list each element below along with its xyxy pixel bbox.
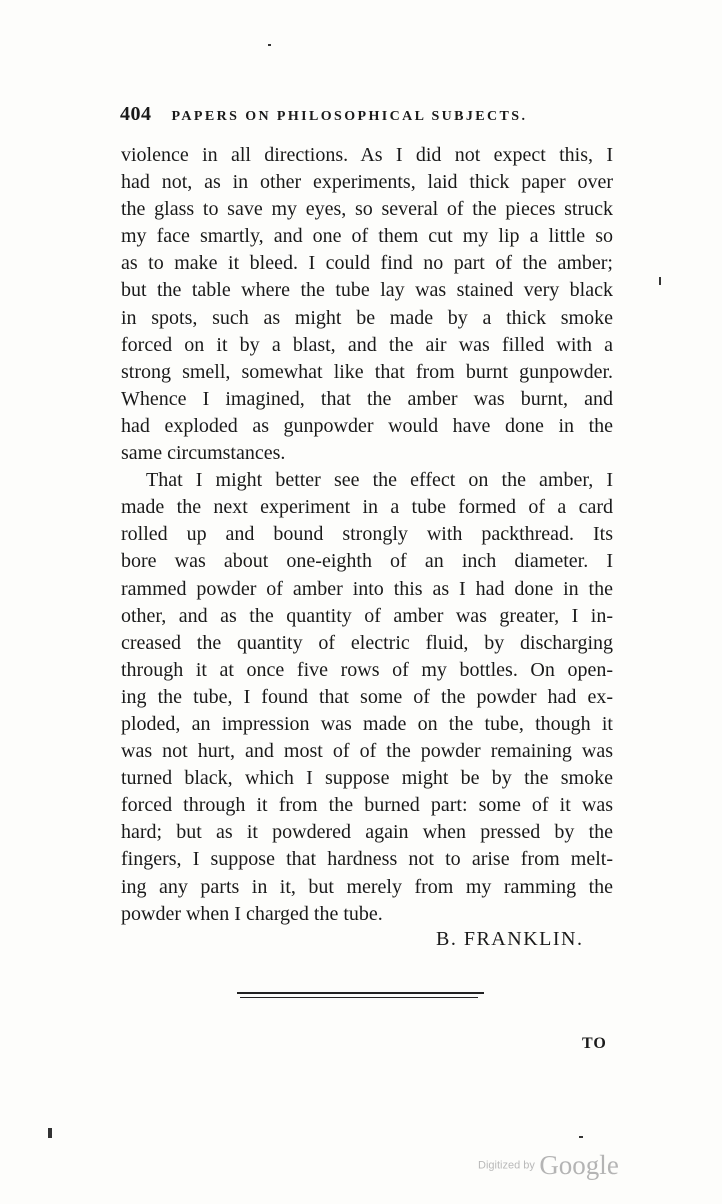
running-head bbox=[120, 103, 620, 126]
text-line: forced on it by a blast, and the air was filled with a bbox=[121, 333, 613, 356]
section-divider bbox=[240, 997, 478, 998]
running-title: PAPERS ON PHILOSOPHICAL SUBJECTS. bbox=[171, 109, 528, 124]
text-line: had not, as in other experiments, laid thick paper over bbox=[121, 171, 613, 194]
text-line: Whence I imagined, that the amber was burnt, and bbox=[121, 387, 613, 410]
digitization-watermark bbox=[478, 1150, 619, 1181]
text-line: had exploded as gunpowder would have done in the bbox=[121, 414, 613, 437]
text-line: through it at once five rows of my bottles. On open- bbox=[121, 658, 613, 681]
section-divider bbox=[237, 992, 484, 994]
text-line: rammed powder of amber into this as I had done in the bbox=[121, 577, 613, 600]
text-line: turned black, which I suppose might be by the smoke bbox=[121, 767, 613, 790]
text-line: strong smell, somewhat like that from burnt gunpowder. bbox=[121, 360, 613, 383]
paragraph-start-line: That I might better see the effect on the amber, I bbox=[146, 469, 613, 492]
text-line: but the table where the tube lay was stained very black bbox=[121, 279, 613, 302]
author-signature: B. FRANKLIN. bbox=[436, 928, 584, 950]
catchword: TO bbox=[582, 1035, 607, 1052]
text-line: in spots, such as might be made by a thick smoke bbox=[121, 306, 613, 329]
ink-speck bbox=[579, 1136, 583, 1138]
text-line: ploded, an impression was made on the tube, though it bbox=[121, 712, 613, 735]
text-line: bore was about one-eighth of an inch diameter. I bbox=[121, 550, 613, 573]
text-line: hard; but as it powdered again when pressed by the bbox=[121, 821, 613, 844]
paragraph-end-line: same circumstances. bbox=[121, 442, 286, 465]
text-line: the glass to save my eyes, so several of the pieces struck bbox=[121, 198, 613, 221]
watermark-prefix: Digitized by bbox=[478, 1159, 535, 1172]
body-text bbox=[121, 142, 613, 928]
text-line: my face smartly, and one of them cut my lip a little so bbox=[121, 225, 613, 248]
text-line: creased the quantity of electric fluid, by discharging bbox=[121, 631, 613, 654]
text-line: was not hurt, and most of of the powder remaining was bbox=[121, 740, 613, 763]
text-line: forced through it from the burned part: some of it was bbox=[121, 794, 613, 817]
text-line: rolled up and bound strongly with packthread. Its bbox=[121, 523, 613, 546]
text-line: made the next experiment in a tube formed of a card bbox=[121, 496, 613, 519]
paragraph-end-line: powder when I charged the tube. bbox=[121, 902, 383, 925]
text-line: violence in all directions. As I did not expect this, I bbox=[121, 144, 613, 166]
text-line: ing any parts in it, but merely from my ramming the bbox=[121, 875, 613, 898]
ink-speck bbox=[268, 44, 271, 46]
text-line: other, and as the quantity of amber was greater, I in- bbox=[121, 604, 613, 627]
google-logo: Google bbox=[539, 1150, 619, 1180]
text-line: as to make it bleed. I could find no part of the amber; bbox=[121, 252, 613, 275]
text-line: fingers, I suppose that hardness not to arise from melt- bbox=[121, 848, 613, 871]
text-line: ing the tube, I found that some of the powder had ex- bbox=[121, 685, 613, 708]
page-number: 404 bbox=[120, 103, 152, 125]
ink-speck bbox=[659, 277, 661, 285]
ink-speck bbox=[48, 1128, 52, 1138]
